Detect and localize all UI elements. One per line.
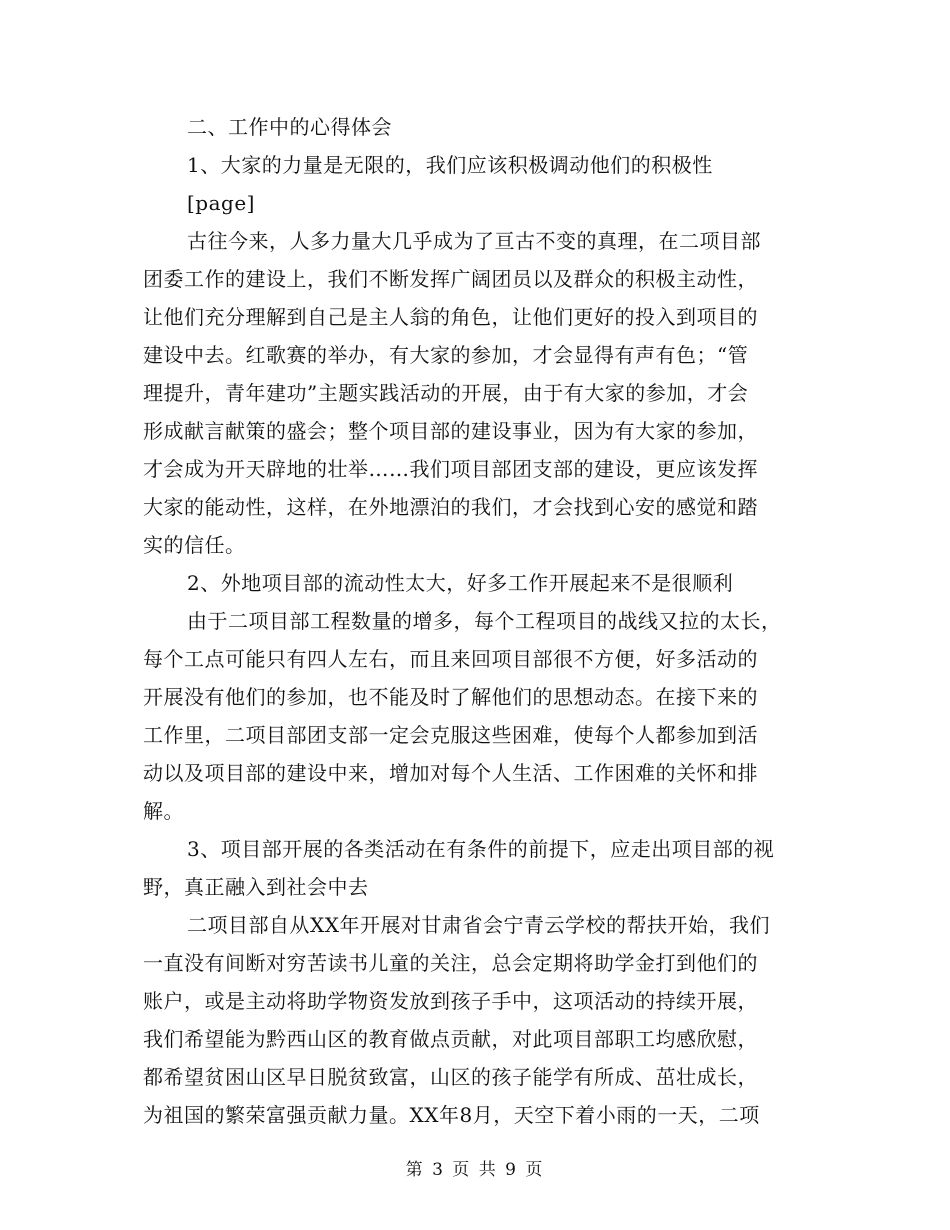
text-line: 1、大家的力量是无限的，我们应该积极调动他们的积极性 (187, 153, 713, 177)
text-line: 3、项目部开展的各类活动在有条件的前提下，应走出项目部的视 (187, 837, 775, 861)
text-line: [page] (187, 191, 255, 215)
text-line: 工作里，二项目部团支部一定会克服这些困难，使每个人都参加到活 (143, 723, 758, 747)
text-line: 一直没有间断对穷苦读书儿童的关注，总会定期将助学金打到他们的 (143, 951, 758, 975)
text-line: 由于二项目部工程数量的增多，每个工程项目的战线又拉的太长， (187, 609, 782, 633)
text-line: 每个工点可能只有四人左右，而且来回项目部很不方便，好多活动的 (143, 647, 758, 671)
text-line: 2、外地项目部的流动性太大，好多工作开展起来不是很顺利 (187, 571, 734, 595)
text-line: 团委工作的建设上，我们不断发挥广阔团员以及群众的积极主动性， (143, 267, 758, 291)
text-line: 解。 (143, 799, 184, 823)
text-line: 古往今来，人多力量大几乎成为了亘古不变的真理，在二项目部 (187, 229, 761, 253)
text-line: 大家的能动性，这样，在外地漂泊的我们，才会找到心安的感觉和踏 (143, 495, 758, 519)
page-footer: 第 3 页 共 9 页 (405, 1160, 545, 1180)
text-line: 野，真正融入到社会中去 (143, 875, 369, 899)
text-line: 二项目部自从XX年开展对甘肃省会宁青云学校的帮扶开始，我们 (187, 913, 770, 937)
text-line: 二、工作中的心得体会 (187, 115, 392, 139)
text-line: 动以及项目部的建设中来，增加对每个人生活、工作困难的关怀和排 (143, 761, 758, 785)
text-line: 建设中去。红歌赛的举办，有大家的参加，才会显得有声有色；“管 (143, 343, 749, 367)
text-line: 账户，或是主动将助学物资发放到孩子手中，这项活动的持续开展， (143, 989, 758, 1013)
text-line: 开展没有他们的参加，也不能及时了解他们的思想动态。在接下来的 (143, 685, 758, 709)
text-line: 形成献言献策的盛会；整个项目部的建设事业，因为有大家的参加， (143, 419, 758, 443)
document-body (143, 108, 808, 1134)
text-line: 为祖国的繁荣富强贡献力量。XX年8月，天空下着小雨的一天，二项 (143, 1103, 760, 1127)
text-line: 让他们充分理解到自己是主人翁的角色，让他们更好的投入到项目的 (143, 305, 758, 329)
text-line: 实的信任。 (143, 533, 246, 557)
text-line: 理提升，青年建功”主题实践活动的开展，由于有大家的参加，才会 (143, 381, 749, 405)
text-line: 都希望贫困山区早日脱贫致富，山区的孩子能学有所成、茁壮成长， (143, 1065, 758, 1089)
text-line: 我们希望能为黔西山区的教育做点贡献，对此项目部职工均感欣慰， (143, 1027, 758, 1051)
text-line: 才会成为开天辟地的壮举……我们项目部团支部的建设，更应该发挥 (143, 457, 758, 481)
